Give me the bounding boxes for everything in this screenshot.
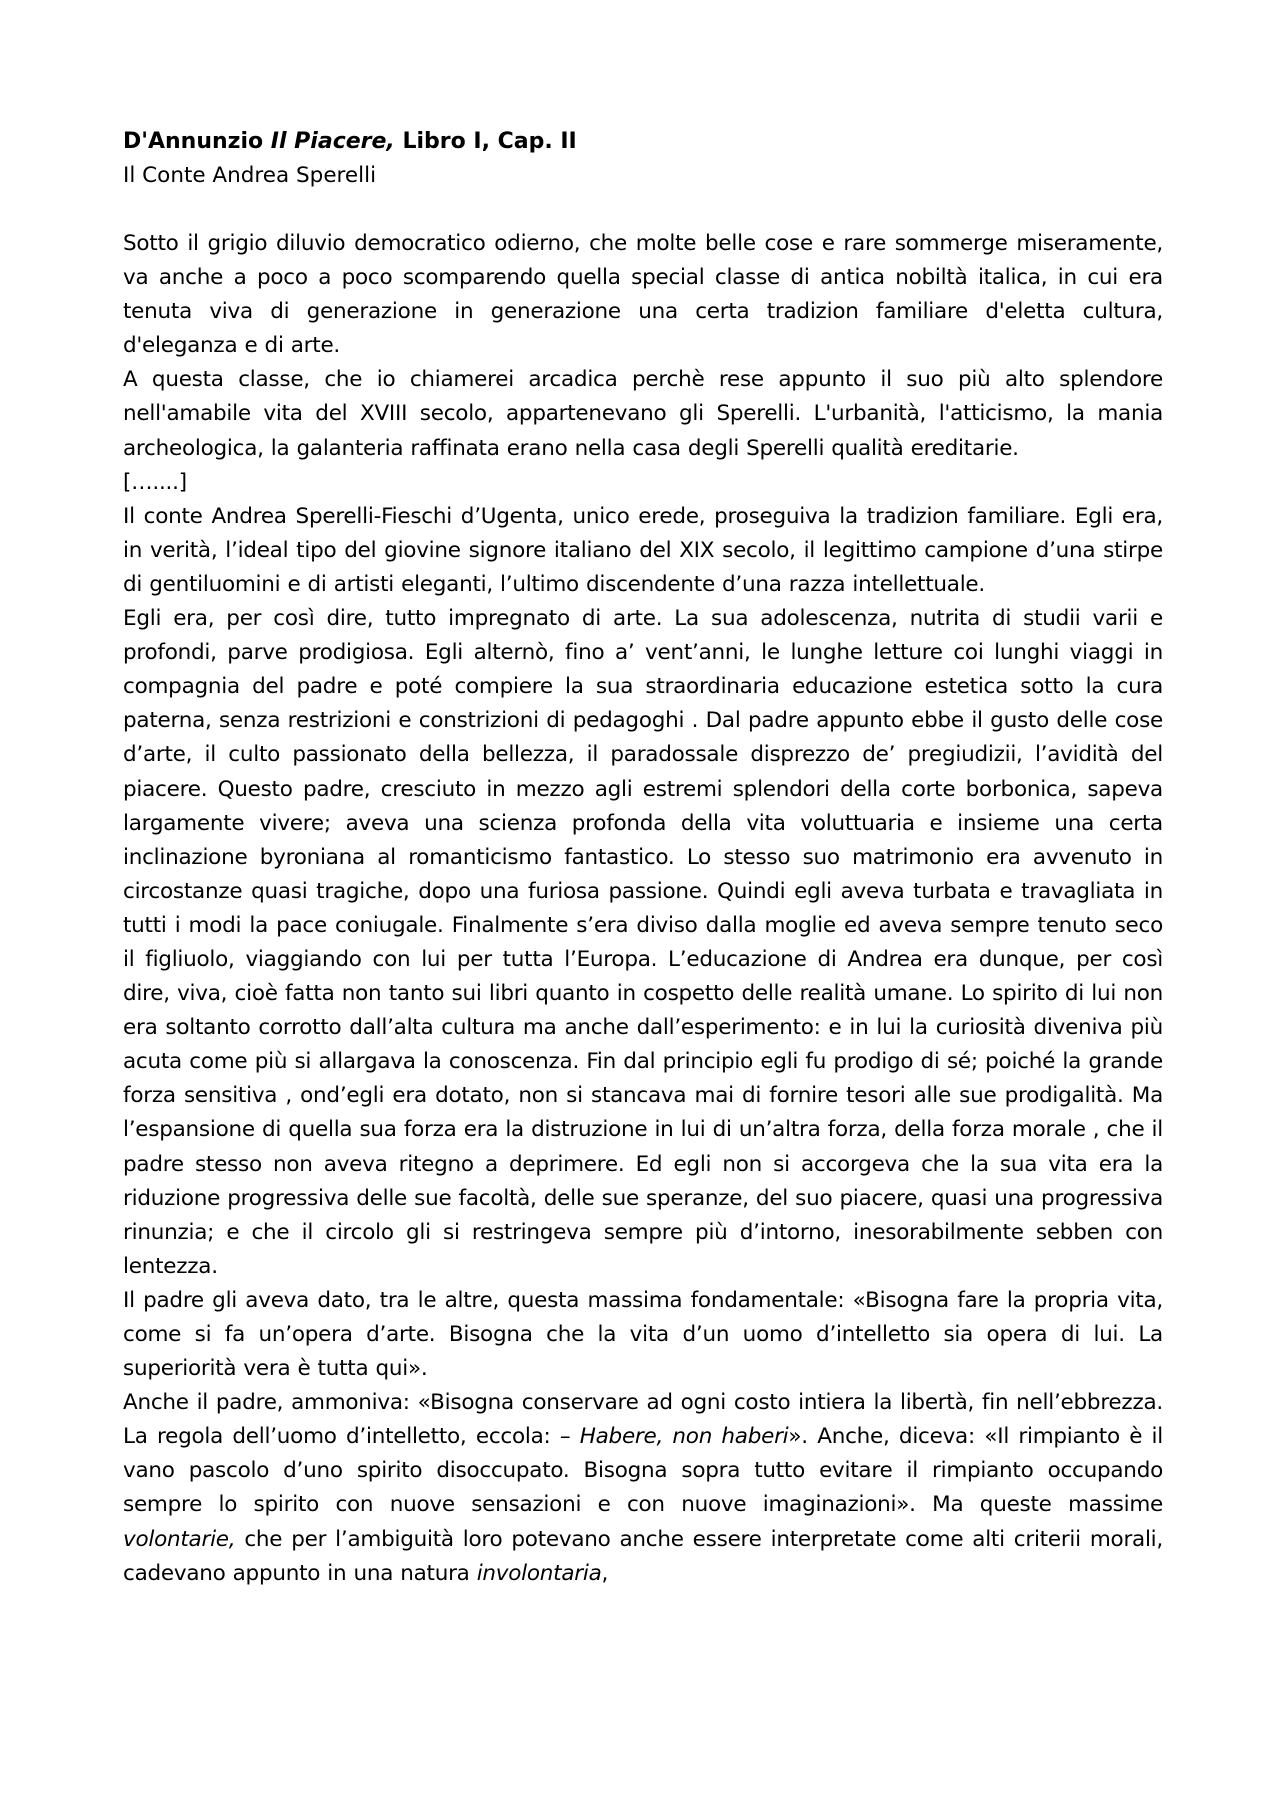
paragraph-3: Il conte Andrea Sperelli-Fieschi d’Ugenta, unico erede, proseguiva la tradizion familiare. Egli era, in verità, l’ideal tipo del giovine signore italiano del XIX secolo, il legittimo campione d’una stirpe di gentiluomini e di artisti eleganti, l’ultimo discendente d’una razza intellettuale. xyxy=(123,503,1163,597)
paragraph-6-italic-volontarie: volontarie, xyxy=(123,1526,236,1552)
paragraph-4: Egli era, per così dire, tutto impregnato di arte. La sua adolescenza, nutrita di studii varii e profondi, parve prodigiosa. Egli alternò, fino a’ vent’anni, le lunghe letture coi lunghi viaggi in compagnia del padre e poté compiere la sua straordinaria educazione estetica sotto la cura paterna, senza restrizioni e constrizioni di pedagoghi . Dal padre appunto ebbe il gusto delle cose d’arte, il culto passionato della bellezza, il paradossale disprezzo de’ pregiudizii, l’avidità del piacere. Questo padre, cresciuto in mezzo agli estremi splendori della corte borbonica, sapeva largamente vivere; aveva una scienza profonda della vita voluttuaria e insieme una certa inclinazione byroniana al romanticismo fantastico. Lo stesso suo matrimonio era avvenuto in circostanze quasi tragiche, dopo una furiosa passione. Quindi egli aveva turbata e travagliata in tutti i modi la pace coniugale. Finalmente s’era diviso dalla moglie ed aveva sempre tenuto seco il figliuolo, viaggiando con lui per tutta l’Europa. L’educazione di Andrea era dunque, per così dire, viva, cioè fatta non tanto sui libri quanto in cospetto delle realità umane. Lo spirito di lui non era soltanto corrotto dall’alta cultura ma anche dall’esperimento: e in lui la curiosità diveniva più acuta come più si allargava la conoscenza. Fin dal principio egli fu prodigo di sé; poiché la grande forza sensitiva , ond’egli era dotato, non si stancava mai di fornire tesori alle sue prodigalità. Ma l’espansione di quella sua forza era la distruzione in lui di un’altra forza, della forza morale , che il padre stesso non aveva ritegno a deprimere. Ed egli non si accorgeva che la sua vita era la riduzione progressiva delle sue facoltà, delle sue speranze, del suo piacere, quasi una progressiva rinunzia; e che il circolo gli si restringeva sempre più d’intorno, inesorabilmente sebben con lentezza. xyxy=(123,606,1163,1279)
document-subtitle: Il Conte Andrea Sperelli xyxy=(123,163,377,188)
paragraph-6 xyxy=(123,1386,1163,1591)
title-book-ref: Libro I, Cap. II xyxy=(394,129,577,154)
title-author: D'Annunzio xyxy=(123,129,271,154)
paragraph-6-italic-habere: Habere, non haberi xyxy=(579,1424,789,1450)
paragraph-6-part-c: ». Anche, diceva: «Il rimpianto è il vano pascolo d’uno spirito disoccupato. Bisogna sopra tutto evitare il rimpianto occupando sempre lo spirito con nuove sensazioni e con nuove imaginazioni». Ma queste massime xyxy=(123,1424,1163,1518)
paragraph-ellipsis: […....] xyxy=(123,469,187,495)
document-content xyxy=(123,125,1163,1591)
paragraph-1: Sotto il grigio diluvio democratico odierno, che molte belle cose e rare sommerge miseramente, va anche a poco a poco scomparendo quella special classe di antica nobiltà italica, in cui era tenuta viva di generazione in generazione una certa tradizion familiare d'eletta cultura, d'eleganza e di arte. xyxy=(123,231,1163,359)
title-work: Il Piacere, xyxy=(270,129,395,154)
body-text xyxy=(123,227,1163,1591)
document-title xyxy=(123,125,1163,159)
paragraph-2: A questa classe, che io chiamerei arcadica perchè rese appunto il suo più alto splendore nell'amabile vita del XVIII secolo, appartenevano gli Sperelli. L'urbanità, l'atticismo, la mania archeologica, la galanteria raffinata erano nella casa degli Sperelli qualità ereditarie. xyxy=(123,367,1163,461)
paragraph-6-italic-involontaria: involontaria xyxy=(476,1560,602,1586)
paragraph-6-part-e: che per l’ambiguità loro potevano anche essere interpretate come alti criterii morali, cadevano appunto in una natura xyxy=(123,1526,1163,1586)
paragraph-6-part-a: Anche il padre, ammoniva: «Bisogna conservare ad ogni costo intiera la libertà, fin nell’ebbrezza. La regola dell’uomo d’intelletto, eccola: – xyxy=(123,1390,1163,1450)
paragraph-5: Il padre gli aveva dato, tra le altre, questa massima fondamentale: «Bisogna fare la propria vita, come si fa un’opera d’arte. Bisogna che la vita d’un uomo d’intelletto sia opera di lui. La superiorità vera è tutta qui». xyxy=(123,1287,1163,1382)
paragraph-6-part-g: , xyxy=(601,1560,609,1586)
